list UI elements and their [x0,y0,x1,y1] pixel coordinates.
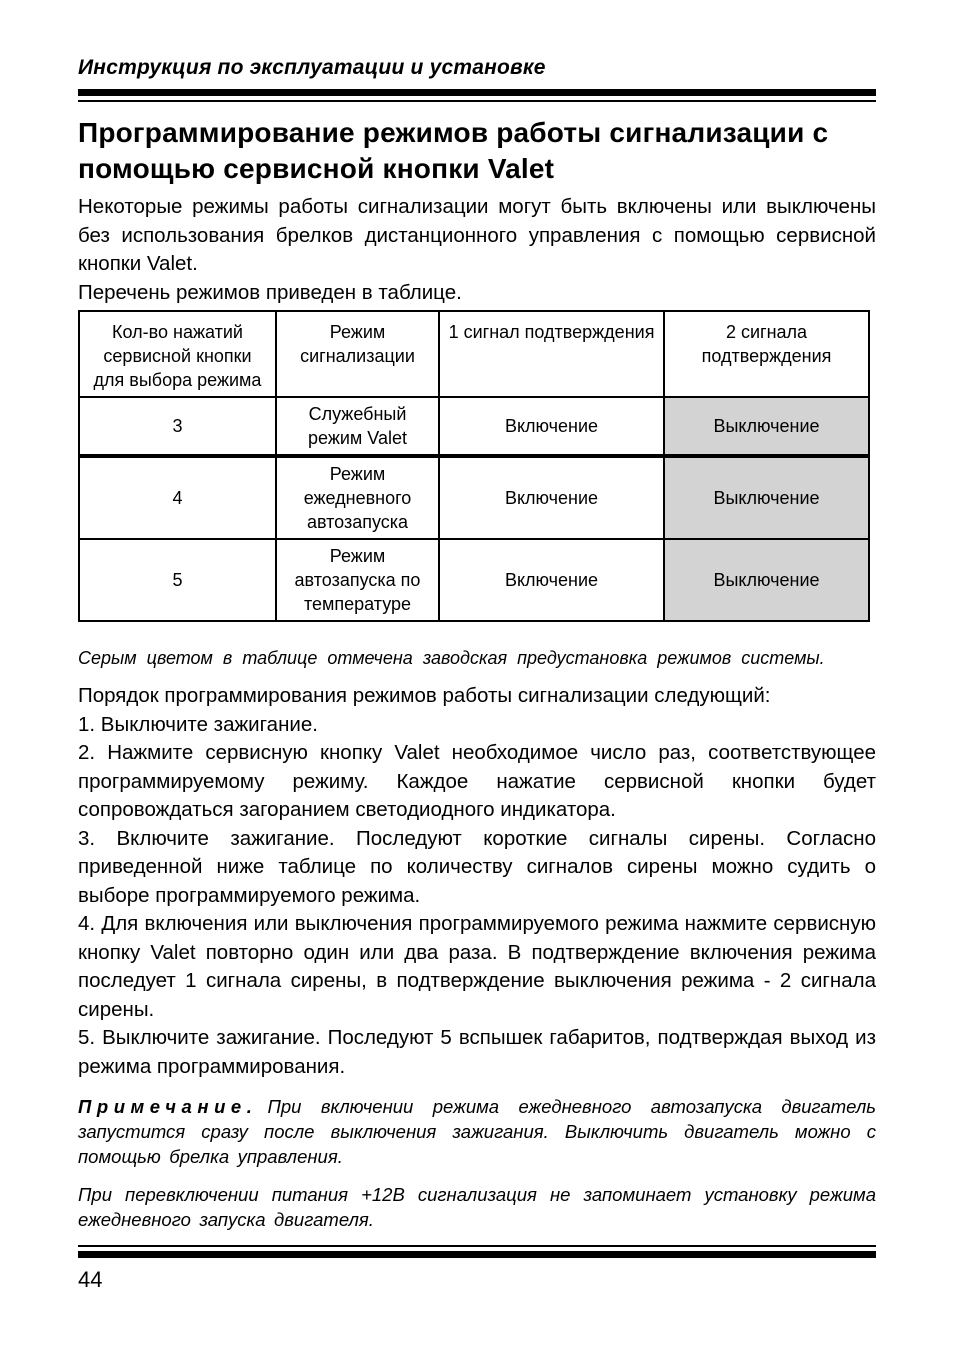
step-5: 5. Выключите зажигание. Последуют 5 вспышек габаритов, подтверждая выход из режима программирования. [78,1026,876,1078]
header-rule-thin [78,100,876,102]
page-footer [78,1245,876,1293]
cell-one-signal: Включение [439,539,664,621]
modes-table [78,310,870,622]
table-row [79,456,869,539]
table-header-row [79,311,869,397]
page-header [78,56,876,102]
table-legend-note: Серым цветом в таблице отмечена заводская предустановка режимов системы. [78,648,825,668]
step-4: 4. Для включения или выключения программируемого режима нажмите сервисную кнопку Valet повторно один или два раза. В подтверждение включения режима последует 1 сигнала сирены, в подтверждение выключения режима - 2 сигнала сирены. [78,912,876,1021]
cell-presses: 3 [79,397,276,456]
note-text: При включении режима ежедневного автозапуска двигатель запустится сразу после выключения зажигания. Выключить двигатель можно с помощью брелка управления. [78,1096,876,1167]
section-title: Программирование режимов работы сигнализации с помощью сервисной кнопки Valet [78,117,829,184]
cell-two-signals-default: Выключение [664,456,869,539]
procedure-intro: Порядок программирования режимов работы сигнализации следующий: [78,684,771,707]
cell-two-signals-default: Выключение [664,397,869,456]
note-paragraph [78,1094,876,1169]
cell-one-signal: Включение [439,397,664,456]
intro-table-reference: Перечень режимов приведен в таблице. [78,280,462,304]
column-header-one-signal: 1 сигнал подтверждения [439,311,664,397]
cell-mode: Служебный режим Valet [276,397,439,456]
cell-mode: Режим ежедневного автозапуска [276,456,439,539]
column-header-mode: Режим сигнализации [276,311,439,397]
page-number: 44 [78,1267,103,1292]
footer-rule-thin [78,1245,876,1247]
header-rule-thick [78,89,876,96]
cell-mode: Режим автозапуска по температуре [276,539,439,621]
cell-presses: 4 [79,456,276,539]
table-row [79,397,869,456]
cell-two-signals-default: Выключение [664,539,869,621]
intro-paragraph: Некоторые режимы работы сигнализации могут быть включены или выключены без использования брелков дистанционного управления с помощью сервисной кнопки Valet. [78,195,876,275]
table-row [79,539,869,621]
step-1: 1. Выключите зажигание. [78,712,318,736]
column-header-presses: Кол-во нажатий сервисной кнопки для выбора режима [79,311,276,397]
cell-presses: 5 [79,539,276,621]
column-header-two-signals: 2 сигнала подтверждения [664,311,869,397]
step-3: 3. Включите зажигание. Последуют короткие сигналы сирены. Согласно приведенной ниже таблице по количеству сигналов сирены можно судить о выборе программируемого режима. [78,826,876,907]
footer-rule-thick [78,1251,876,1258]
running-header-title: Инструкция по эксплуатации и установке [78,56,546,79]
step-2: 2. Нажмите сервисную кнопку Valet необходимое число раз, соответствующее программируемому режиму. Каждое нажатие сервисной кнопки будет сопровождаться загоранием светодиодного индикатора. [78,741,876,821]
cell-one-signal: Включение [439,456,664,539]
note-label: Примечание. [78,1096,258,1117]
note-paragraph: При перевключении питания +12В сигнализация не запоминает установку режима ежедневного запуска двигателя. [78,1184,876,1230]
